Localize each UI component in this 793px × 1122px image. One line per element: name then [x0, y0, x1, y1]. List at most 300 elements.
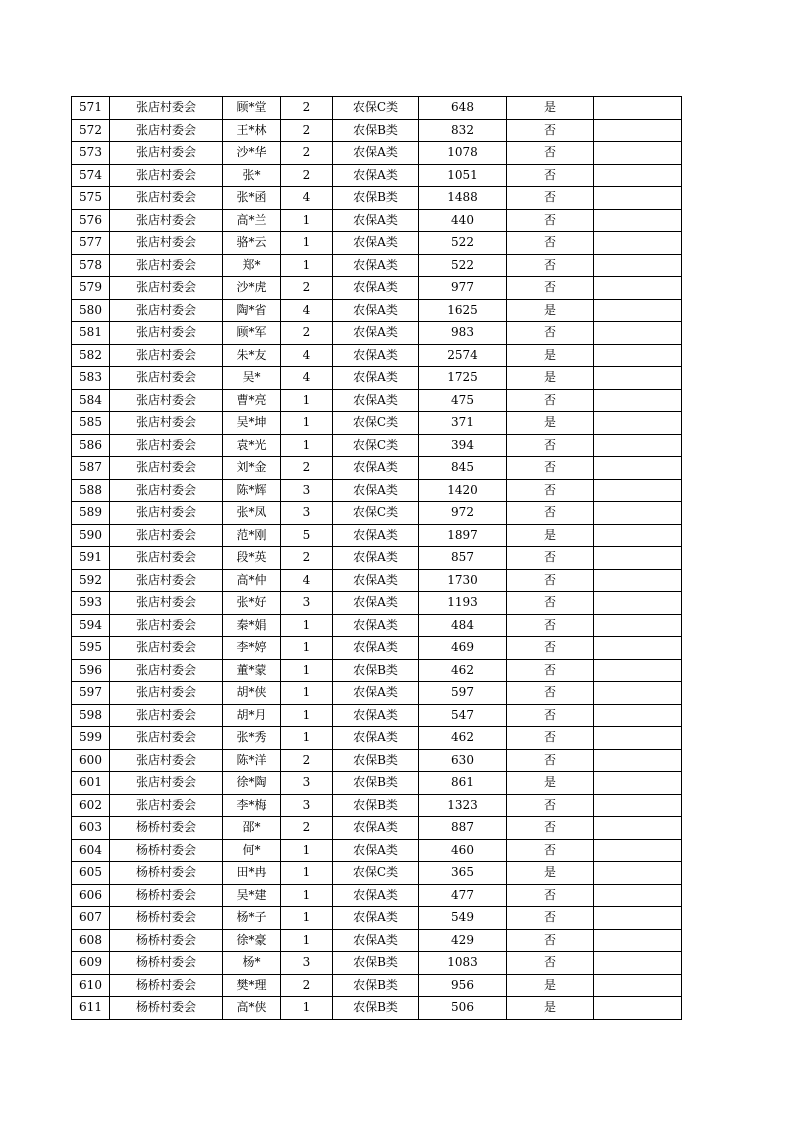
committee-cell: 张店村委会 [110, 727, 223, 750]
committee-cell: 张店村委会 [110, 547, 223, 570]
insurance-type-cell: 农保B类 [333, 772, 419, 795]
table-row [72, 524, 682, 547]
amount-cell: 462 [419, 727, 507, 750]
name-cell: 张*凤 [223, 502, 281, 525]
empty-cell [594, 817, 682, 840]
roster-table [71, 96, 682, 1020]
committee-cell: 张店村委会 [110, 682, 223, 705]
committee-cell: 杨桥村委会 [110, 862, 223, 885]
household-count-cell: 1 [281, 907, 333, 930]
committee-cell: 张店村委会 [110, 97, 223, 120]
committee-cell: 张店村委会 [110, 772, 223, 795]
flag-cell: 是 [507, 344, 594, 367]
insurance-type-cell: 农保A类 [333, 727, 419, 750]
household-count-cell: 4 [281, 299, 333, 322]
row-number-cell: 608 [72, 929, 110, 952]
name-cell: 王*林 [223, 119, 281, 142]
name-cell: 范*刚 [223, 524, 281, 547]
amount-cell: 597 [419, 682, 507, 705]
row-number-cell: 573 [72, 142, 110, 165]
household-count-cell: 5 [281, 524, 333, 547]
row-number-cell: 587 [72, 457, 110, 480]
empty-cell [594, 344, 682, 367]
name-cell: 胡*侠 [223, 682, 281, 705]
flag-cell: 否 [507, 142, 594, 165]
empty-cell [594, 254, 682, 277]
committee-cell: 杨桥村委会 [110, 952, 223, 975]
flag-cell: 否 [507, 817, 594, 840]
insurance-type-cell: 农保C类 [333, 97, 419, 120]
name-cell: 张*秀 [223, 727, 281, 750]
empty-cell [594, 839, 682, 862]
name-cell: 沙*华 [223, 142, 281, 165]
household-count-cell: 2 [281, 457, 333, 480]
flag-cell: 否 [507, 277, 594, 300]
row-number-cell: 594 [72, 614, 110, 637]
row-number-cell: 585 [72, 412, 110, 435]
household-count-cell: 3 [281, 479, 333, 502]
table-row [72, 929, 682, 952]
name-cell: 杨* [223, 952, 281, 975]
row-number-cell: 578 [72, 254, 110, 277]
insurance-type-cell: 农保A类 [333, 457, 419, 480]
table-row [72, 839, 682, 862]
table-row [72, 817, 682, 840]
insurance-type-cell: 农保A类 [333, 164, 419, 187]
flag-cell: 否 [507, 479, 594, 502]
insurance-type-cell: 农保C类 [333, 502, 419, 525]
committee-cell: 张店村委会 [110, 344, 223, 367]
committee-cell: 张店村委会 [110, 254, 223, 277]
empty-cell [594, 614, 682, 637]
amount-cell: 2574 [419, 344, 507, 367]
row-number-cell: 599 [72, 727, 110, 750]
committee-cell: 张店村委会 [110, 794, 223, 817]
name-cell: 段*英 [223, 547, 281, 570]
name-cell: 何* [223, 839, 281, 862]
committee-cell: 张店村委会 [110, 322, 223, 345]
row-number-cell: 591 [72, 547, 110, 570]
empty-cell [594, 97, 682, 120]
flag-cell: 是 [507, 412, 594, 435]
committee-cell: 张店村委会 [110, 209, 223, 232]
empty-cell [594, 862, 682, 885]
row-number-cell: 605 [72, 862, 110, 885]
name-cell: 樊*理 [223, 974, 281, 997]
name-cell: 陶*省 [223, 299, 281, 322]
committee-cell: 张店村委会 [110, 142, 223, 165]
table-row [72, 727, 682, 750]
flag-cell: 否 [507, 614, 594, 637]
row-number-cell: 596 [72, 659, 110, 682]
committee-cell: 杨桥村委会 [110, 817, 223, 840]
empty-cell [594, 772, 682, 795]
name-cell: 吴* [223, 367, 281, 390]
name-cell: 顾*军 [223, 322, 281, 345]
flag-cell: 否 [507, 209, 594, 232]
insurance-type-cell: 农保B类 [333, 749, 419, 772]
table-row [72, 974, 682, 997]
flag-cell: 是 [507, 862, 594, 885]
committee-cell: 张店村委会 [110, 749, 223, 772]
empty-cell [594, 547, 682, 570]
amount-cell: 1725 [419, 367, 507, 390]
empty-cell [594, 502, 682, 525]
committee-cell: 张店村委会 [110, 164, 223, 187]
table-row [72, 299, 682, 322]
flag-cell: 否 [507, 592, 594, 615]
amount-cell: 832 [419, 119, 507, 142]
table-row [72, 119, 682, 142]
row-number-cell: 580 [72, 299, 110, 322]
table-row [72, 367, 682, 390]
flag-cell: 否 [507, 749, 594, 772]
table-row [72, 997, 682, 1020]
empty-cell [594, 142, 682, 165]
household-count-cell: 2 [281, 547, 333, 570]
name-cell: 张* [223, 164, 281, 187]
table-row [72, 862, 682, 885]
table-row [72, 344, 682, 367]
empty-cell [594, 907, 682, 930]
empty-cell [594, 299, 682, 322]
empty-cell [594, 682, 682, 705]
row-number-cell: 607 [72, 907, 110, 930]
insurance-type-cell: 农保B类 [333, 119, 419, 142]
amount-cell: 845 [419, 457, 507, 480]
empty-cell [594, 209, 682, 232]
empty-cell [594, 637, 682, 660]
name-cell: 田*冉 [223, 862, 281, 885]
insurance-type-cell: 农保A类 [333, 254, 419, 277]
committee-cell: 张店村委会 [110, 367, 223, 390]
amount-cell: 549 [419, 907, 507, 930]
insurance-type-cell: 农保A类 [333, 277, 419, 300]
amount-cell: 1420 [419, 479, 507, 502]
flag-cell: 否 [507, 569, 594, 592]
empty-cell [594, 277, 682, 300]
flag-cell: 否 [507, 322, 594, 345]
amount-cell: 1488 [419, 187, 507, 210]
insurance-type-cell: 农保A类 [333, 929, 419, 952]
insurance-type-cell: 农保A类 [333, 322, 419, 345]
committee-cell: 张店村委会 [110, 637, 223, 660]
committee-cell: 杨桥村委会 [110, 884, 223, 907]
household-count-cell: 1 [281, 659, 333, 682]
empty-cell [594, 389, 682, 412]
insurance-type-cell: 农保C类 [333, 862, 419, 885]
name-cell: 骆*云 [223, 232, 281, 255]
flag-cell: 否 [507, 794, 594, 817]
household-count-cell: 2 [281, 119, 333, 142]
table-row [72, 434, 682, 457]
empty-cell [594, 412, 682, 435]
flag-cell: 是 [507, 974, 594, 997]
row-number-cell: 609 [72, 952, 110, 975]
row-number-cell: 604 [72, 839, 110, 862]
household-count-cell: 2 [281, 142, 333, 165]
table-row [72, 569, 682, 592]
name-cell: 沙*虎 [223, 277, 281, 300]
name-cell: 高*仲 [223, 569, 281, 592]
flag-cell: 否 [507, 884, 594, 907]
row-number-cell: 588 [72, 479, 110, 502]
empty-cell [594, 434, 682, 457]
row-number-cell: 577 [72, 232, 110, 255]
amount-cell: 429 [419, 929, 507, 952]
table-row [72, 659, 682, 682]
committee-cell: 张店村委会 [110, 187, 223, 210]
household-count-cell: 4 [281, 569, 333, 592]
insurance-type-cell: 农保A类 [333, 884, 419, 907]
flag-cell: 否 [507, 502, 594, 525]
amount-cell: 861 [419, 772, 507, 795]
row-number-cell: 575 [72, 187, 110, 210]
row-number-cell: 611 [72, 997, 110, 1020]
committee-cell: 张店村委会 [110, 704, 223, 727]
committee-cell: 张店村委会 [110, 592, 223, 615]
amount-cell: 522 [419, 254, 507, 277]
household-count-cell: 3 [281, 952, 333, 975]
amount-cell: 1051 [419, 164, 507, 187]
empty-cell [594, 997, 682, 1020]
amount-cell: 1625 [419, 299, 507, 322]
table-row [72, 97, 682, 120]
insurance-type-cell: 农保A类 [333, 569, 419, 592]
name-cell: 张*函 [223, 187, 281, 210]
empty-cell [594, 592, 682, 615]
committee-cell: 张店村委会 [110, 502, 223, 525]
empty-cell [594, 457, 682, 480]
name-cell: 杨*子 [223, 907, 281, 930]
flag-cell: 否 [507, 119, 594, 142]
table-row [72, 614, 682, 637]
name-cell: 陈*辉 [223, 479, 281, 502]
empty-cell [594, 164, 682, 187]
row-number-cell: 583 [72, 367, 110, 390]
insurance-type-cell: 农保B类 [333, 997, 419, 1020]
committee-cell: 张店村委会 [110, 299, 223, 322]
insurance-type-cell: 农保A类 [333, 907, 419, 930]
amount-cell: 1897 [419, 524, 507, 547]
flag-cell: 否 [507, 704, 594, 727]
empty-cell [594, 119, 682, 142]
row-number-cell: 579 [72, 277, 110, 300]
empty-cell [594, 659, 682, 682]
empty-cell [594, 727, 682, 750]
table-row [72, 502, 682, 525]
row-number-cell: 571 [72, 97, 110, 120]
name-cell: 胡*月 [223, 704, 281, 727]
household-count-cell: 1 [281, 997, 333, 1020]
table-row [72, 794, 682, 817]
household-count-cell: 1 [281, 884, 333, 907]
household-count-cell: 2 [281, 749, 333, 772]
household-count-cell: 2 [281, 277, 333, 300]
name-cell: 袁*光 [223, 434, 281, 457]
insurance-type-cell: 农保C类 [333, 434, 419, 457]
insurance-type-cell: 农保A类 [333, 232, 419, 255]
row-number-cell: 592 [72, 569, 110, 592]
table-row [72, 884, 682, 907]
name-cell: 吴*坤 [223, 412, 281, 435]
insurance-type-cell: 农保A类 [333, 524, 419, 547]
amount-cell: 477 [419, 884, 507, 907]
insurance-type-cell: 农保B类 [333, 659, 419, 682]
name-cell: 李*梅 [223, 794, 281, 817]
flag-cell: 否 [507, 232, 594, 255]
roster-body [72, 97, 682, 1020]
name-cell: 高*兰 [223, 209, 281, 232]
insurance-type-cell: 农保A类 [333, 682, 419, 705]
table-row [72, 592, 682, 615]
empty-cell [594, 322, 682, 345]
household-count-cell: 1 [281, 389, 333, 412]
committee-cell: 张店村委会 [110, 277, 223, 300]
flag-cell: 否 [507, 727, 594, 750]
insurance-type-cell: 农保A类 [333, 637, 419, 660]
amount-cell: 1323 [419, 794, 507, 817]
empty-cell [594, 884, 682, 907]
empty-cell [594, 232, 682, 255]
flag-cell: 否 [507, 929, 594, 952]
table-row [72, 457, 682, 480]
committee-cell: 杨桥村委会 [110, 907, 223, 930]
row-number-cell: 574 [72, 164, 110, 187]
amount-cell: 371 [419, 412, 507, 435]
table-row [72, 952, 682, 975]
row-number-cell: 586 [72, 434, 110, 457]
amount-cell: 648 [419, 97, 507, 120]
insurance-type-cell: 农保A类 [333, 704, 419, 727]
committee-cell: 张店村委会 [110, 412, 223, 435]
amount-cell: 983 [419, 322, 507, 345]
amount-cell: 365 [419, 862, 507, 885]
flag-cell: 否 [507, 637, 594, 660]
empty-cell [594, 749, 682, 772]
amount-cell: 1078 [419, 142, 507, 165]
amount-cell: 857 [419, 547, 507, 570]
flag-cell: 否 [507, 659, 594, 682]
committee-cell: 张店村委会 [110, 614, 223, 637]
name-cell: 刘*金 [223, 457, 281, 480]
row-number-cell: 606 [72, 884, 110, 907]
household-count-cell: 1 [281, 862, 333, 885]
insurance-type-cell: 农保A类 [333, 592, 419, 615]
name-cell: 李*婷 [223, 637, 281, 660]
flag-cell: 是 [507, 524, 594, 547]
household-count-cell: 1 [281, 254, 333, 277]
flag-cell: 否 [507, 389, 594, 412]
amount-cell: 394 [419, 434, 507, 457]
household-count-cell: 1 [281, 682, 333, 705]
name-cell: 张*好 [223, 592, 281, 615]
household-count-cell: 1 [281, 637, 333, 660]
name-cell: 徐*陶 [223, 772, 281, 795]
name-cell: 吴*建 [223, 884, 281, 907]
amount-cell: 1193 [419, 592, 507, 615]
household-count-cell: 2 [281, 97, 333, 120]
row-number-cell: 595 [72, 637, 110, 660]
empty-cell [594, 524, 682, 547]
insurance-type-cell: 农保A类 [333, 614, 419, 637]
household-count-cell: 3 [281, 502, 333, 525]
amount-cell: 506 [419, 997, 507, 1020]
empty-cell [594, 794, 682, 817]
name-cell: 顾*堂 [223, 97, 281, 120]
row-number-cell: 584 [72, 389, 110, 412]
household-count-cell: 2 [281, 817, 333, 840]
amount-cell: 475 [419, 389, 507, 412]
table-row [72, 704, 682, 727]
row-number-cell: 603 [72, 817, 110, 840]
insurance-type-cell: 农保A类 [333, 839, 419, 862]
committee-cell: 张店村委会 [110, 524, 223, 547]
committee-cell: 杨桥村委会 [110, 839, 223, 862]
committee-cell: 张店村委会 [110, 569, 223, 592]
name-cell: 董*蒙 [223, 659, 281, 682]
committee-cell: 张店村委会 [110, 232, 223, 255]
amount-cell: 956 [419, 974, 507, 997]
flag-cell: 是 [507, 299, 594, 322]
household-count-cell: 2 [281, 164, 333, 187]
row-number-cell: 582 [72, 344, 110, 367]
committee-cell: 张店村委会 [110, 659, 223, 682]
committee-cell: 杨桥村委会 [110, 997, 223, 1020]
amount-cell: 522 [419, 232, 507, 255]
empty-cell [594, 929, 682, 952]
amount-cell: 1083 [419, 952, 507, 975]
row-number-cell: 597 [72, 682, 110, 705]
name-cell: 曹*亮 [223, 389, 281, 412]
row-number-cell: 576 [72, 209, 110, 232]
empty-cell [594, 367, 682, 390]
empty-cell [594, 952, 682, 975]
committee-cell: 杨桥村委会 [110, 974, 223, 997]
insurance-type-cell: 农保A类 [333, 142, 419, 165]
household-count-cell: 1 [281, 434, 333, 457]
flag-cell: 否 [507, 952, 594, 975]
empty-cell [594, 704, 682, 727]
row-number-cell: 593 [72, 592, 110, 615]
amount-cell: 1730 [419, 569, 507, 592]
amount-cell: 440 [419, 209, 507, 232]
household-count-cell: 4 [281, 367, 333, 390]
name-cell: 朱*友 [223, 344, 281, 367]
household-count-cell: 4 [281, 187, 333, 210]
household-count-cell: 4 [281, 344, 333, 367]
empty-cell [594, 187, 682, 210]
name-cell: 秦*娟 [223, 614, 281, 637]
row-number-cell: 602 [72, 794, 110, 817]
committee-cell: 张店村委会 [110, 434, 223, 457]
committee-cell: 杨桥村委会 [110, 929, 223, 952]
household-count-cell: 1 [281, 614, 333, 637]
flag-cell: 是 [507, 367, 594, 390]
flag-cell: 否 [507, 164, 594, 187]
flag-cell: 是 [507, 97, 594, 120]
insurance-type-cell: 农保B类 [333, 794, 419, 817]
flag-cell: 否 [507, 457, 594, 480]
household-count-cell: 2 [281, 322, 333, 345]
name-cell: 高*侠 [223, 997, 281, 1020]
amount-cell: 469 [419, 637, 507, 660]
insurance-type-cell: 农保B类 [333, 974, 419, 997]
table-row [72, 142, 682, 165]
flag-cell: 否 [507, 187, 594, 210]
table-row [72, 479, 682, 502]
amount-cell: 484 [419, 614, 507, 637]
